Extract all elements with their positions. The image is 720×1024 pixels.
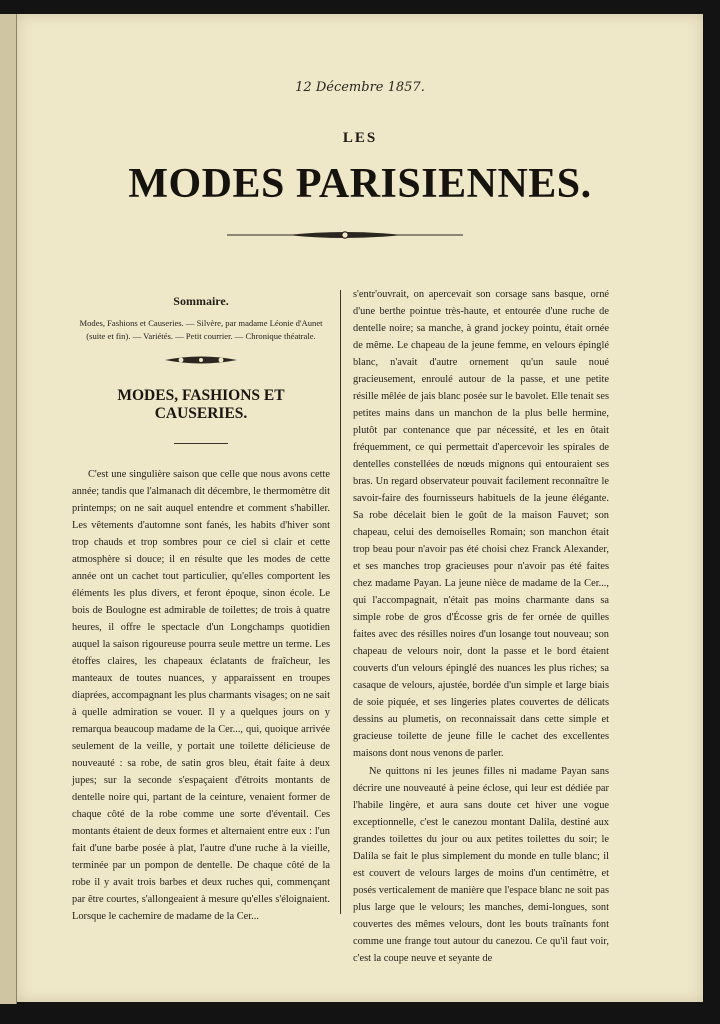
section-ornament	[161, 355, 241, 365]
column-divider	[340, 290, 341, 914]
title-article: LES	[342, 130, 378, 146]
article-paragraph-right-2: Ne quittons ni les jeunes filles ni madame Payan sans décrire une nouveauté à peine éclose, qui leur est dédiée par l'habile lingère, et aura sans doute cet hiver une vogue exceptionnelle, c'est le canezou montant Dalila, destiné aux grandes toilettes du jour ou aux petites toilettes du soir; le Dalila se fait le plus simplement du monde en tulle blanc; il est couvert de velours larges de moins d'un centimètre, et posés verticalement de manière que l'espace blanc ne soit pas plus large que le velours; les manches, demi-longues, sont couvertes des mêmes velours, dont les bouts traînants font comme une frange tout autour du canezou. Ce qu'il faut voir, c'est la coupe neuve et seyante de	[353, 766, 609, 964]
masthead-title: MODES PARISIENNES.	[128, 161, 592, 207]
sommaire-text: Modes, Fashions et Causeries. — Silvère, par madame Léonie d'Aunet (suite et fin). — Variétés. — Petit courrier. — Chronique théatrale.	[79, 318, 323, 341]
masthead-ornament-rule	[227, 230, 463, 240]
article-paragraph-right-1: s'entr'ouvrait, on apercevait son corsage sans basque, orné d'une berthe pointue très-haute, et entourée d'une ruche de dentelle noire; sa manche, à grand jockey pointu, était ornée de même. Le chapeau de la jeune femme, en velours épinglé blanc, n'avait d'autre ornement qu'un saule noué gracieusement, enroulé autour de la passe, et une petite résille mêlée de jais blanc posée sur le bavolet. Elle tenait ses petites mains dans un manchon de la plus belle hermine, plutôt par contenance que par nécessité, et les en ôtait fréquemment, ce qui permettait d'apercevoir les spirales de dentelles constellées de nœuds mignons qui entouraient ses bras. Un regard observateur pouvait facilement reconnaître le savoir-faire des fournisseurs habituels de la jeune élégante. Sa robe décelait bien le goût de la maison Fauvet; son chapeau, celui des demoiselles Romain; son manchon était trop beau pour n'avoir pas été choisi chez Franck Alexander, et ses manches trop gracieuses pour n'avoir pas été faites chez madame Payan. La jeune nièce de madame de la Cer..., qui l'accompagnait, n'était pas moins charmante dans sa simple robe de gros d'Écosse gris de fer ornée de quilles faites avec des résilles noires d'un losange tout nouveau; son chapeau de velours noir, dont la passe et le bord étaient couverts d'un velours épinglé des nuances les plus riches; sa casaque de velours, ajustée, bordée d'un simple et large biais de soie piquée, et ses lingeries plates couvertes de délicats dessins au plumetis, on reconnaissait dans cette simple et gracieuse toilette de jeune fille le cachet des excellentes maisons dont nous venons de parler.	[353, 289, 609, 759]
right-column	[353, 286, 609, 967]
issue-date: 12 Décembre 1857.	[295, 80, 425, 95]
left-column	[72, 294, 330, 925]
adjacent-page-edge	[0, 14, 17, 1004]
sommaire-heading: Sommaire.	[173, 294, 229, 308]
section-rule	[174, 443, 228, 444]
section-heading: MODES, FASHIONS ET CAUSERIES.	[117, 387, 285, 422]
newspaper-page	[17, 14, 703, 1002]
article-paragraph-left: C'est une singulière saison que celle que nous avons cette année; tandis que l'almanach dit décembre, le thermomètre dit printemps; on ne sait auquel entendre et comment s'habiller. Les vêtements d'automne sont fanés, les habits d'hiver sont trop chauds et trop sombres pour ce ciel si clair et cette atmosphère si douce; il en résulte que les modes de cette année ont un cachet tout particulier, qu'elles comportent les éléments les plus divers, et feront époque, sinon école. Le bois de Boulogne est admirable de toilettes; de trois à quatre heures, il offre le spectacle d'un Longchamps quotidien auquel la saison rigoureuse pourra seule mettre un terme. Les étoffes claires, les chapeaux éclatants de fraîcheur, les manteaux de toutes nuances, y apparaissent en troupes diaprées, accompagnant les plus charmants visages; on ne sait à quelle admiration se vouer. Il y a quelques jours on y remarqua beaucoup madame de la Cer..., qui, quoique arrivée seulement de la veille, y portait une toilette délicieuse de nouveauté : sa robe, de satin gros bleu, était faite à deux jupes; sur la seconde s'espaçaient d'étroits montants de dentelle noire qui, partant de la ceinture, venaient former de chaque côté de la robe comme une sorte d'éventail. Ces montants étaient de deux formes et alternaient entre eux : l'un fait d'une barbe posée à plat, l'autre d'une ruche à la vieille, terminée par un pompon de dentelle. De chaque côté de la robe il y avait trois barbes et deux ruches qui, commençant par être courtes, s'allongeaient à mesure qu'elles s'éloignaient. Lorsque le cachemire de madame de la Cer...	[72, 469, 330, 922]
